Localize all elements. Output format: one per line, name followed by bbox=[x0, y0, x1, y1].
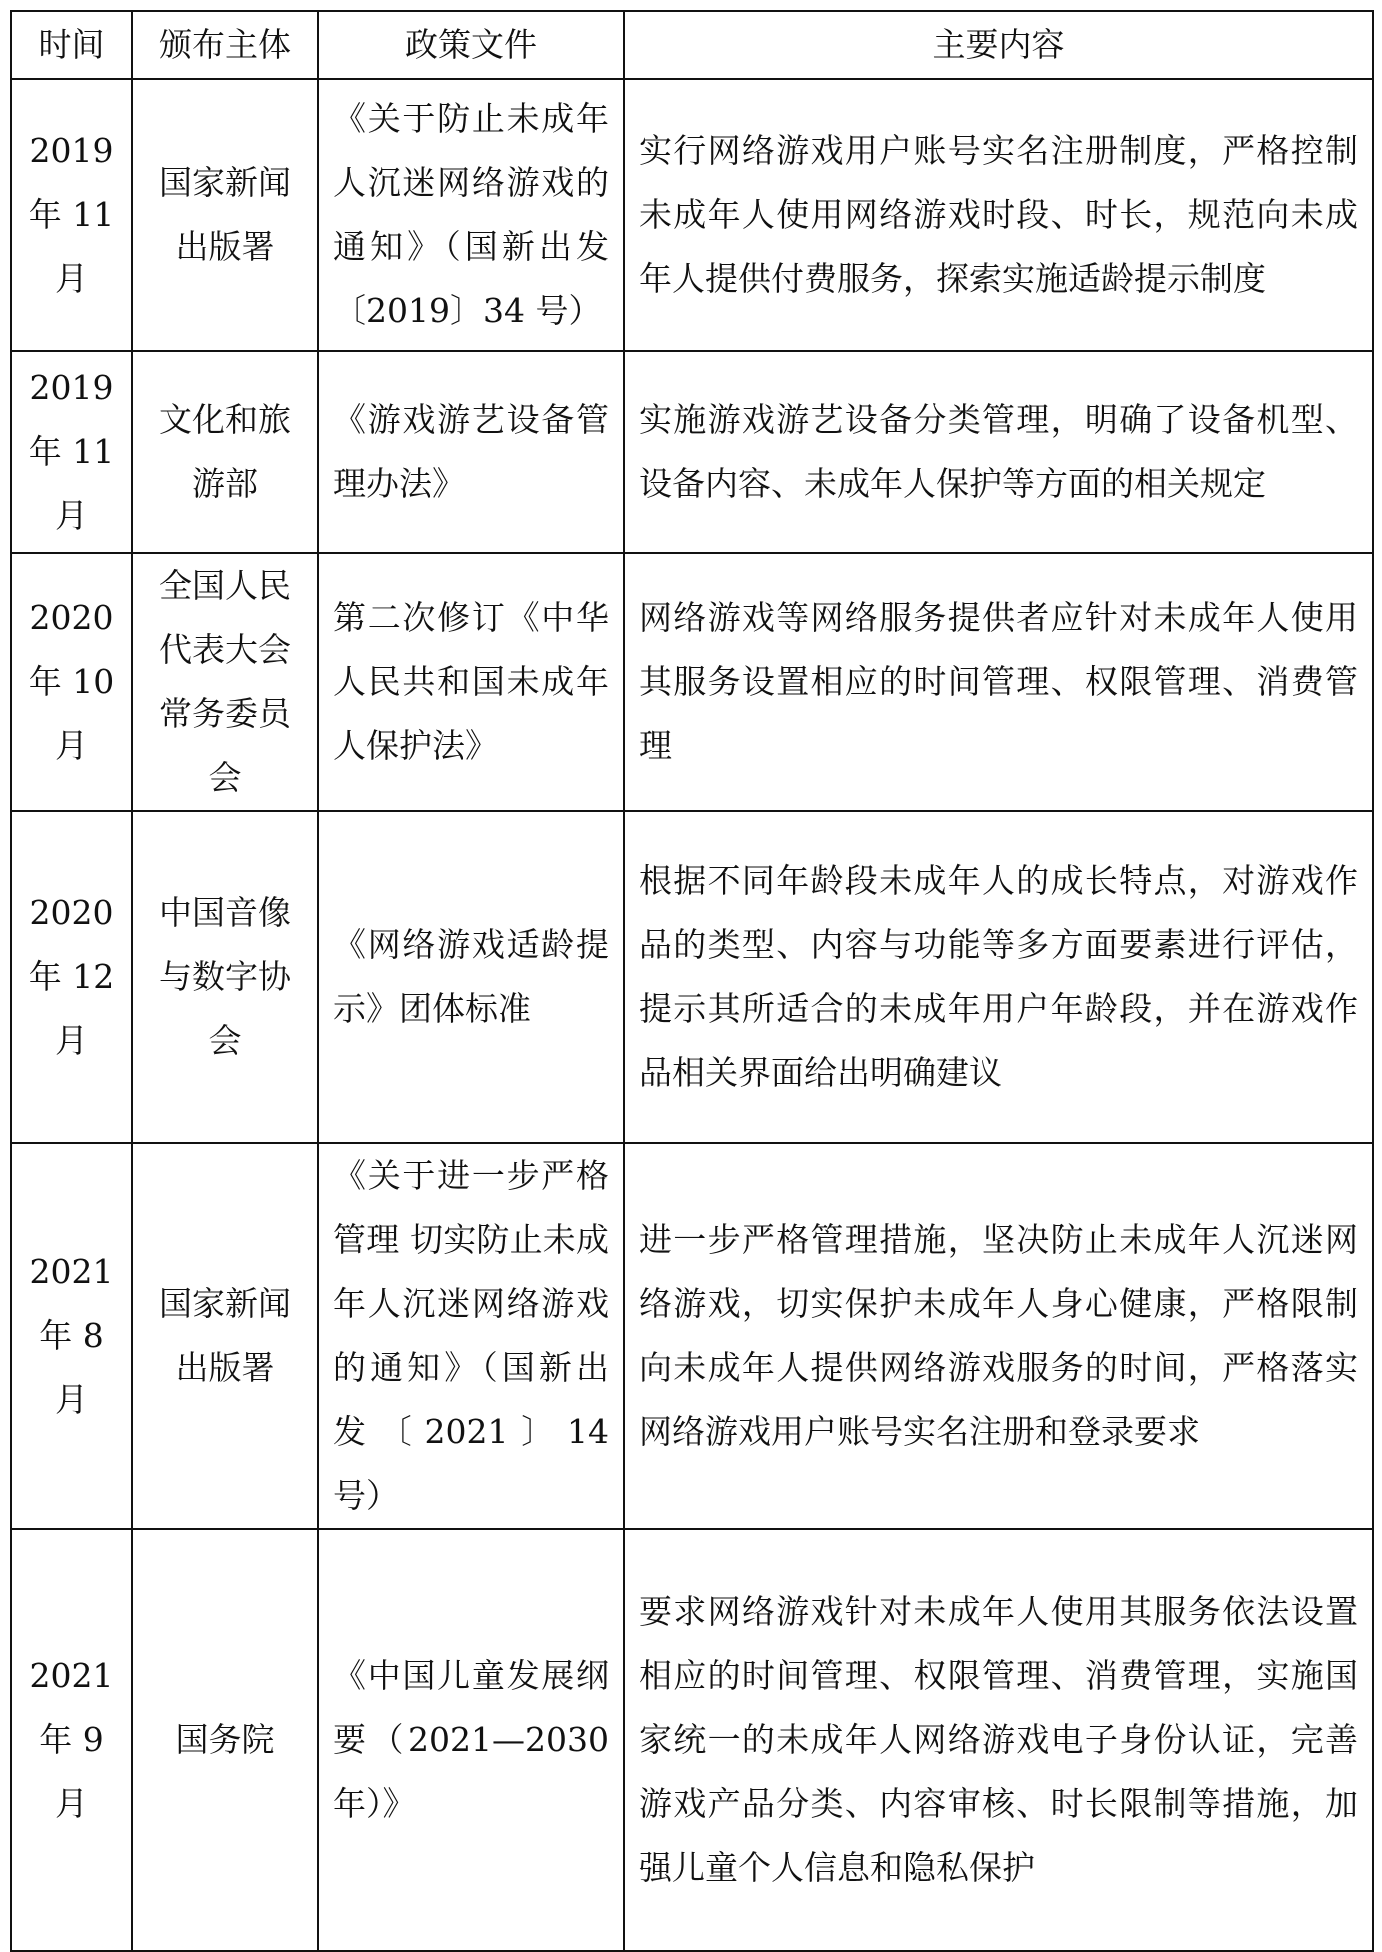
table-row bbox=[11, 351, 1373, 553]
table-row bbox=[11, 811, 1373, 1143]
cell-time: 2020 年 10 月 bbox=[11, 553, 132, 811]
cell-issuer: 中国音像与数字协会 bbox=[132, 811, 318, 1143]
header-time: 时间 bbox=[11, 11, 132, 79]
header-content: 主要内容 bbox=[624, 11, 1373, 79]
cell-time: 2021 年 8 月 bbox=[11, 1143, 132, 1529]
table-header-row bbox=[11, 11, 1373, 79]
cell-document: 第二次修订《中华人民共和国未成年人保护法》 bbox=[318, 553, 624, 811]
cell-document: 《网络游戏适龄提示》团体标准 bbox=[318, 811, 624, 1143]
cell-time: 2020 年 12 月 bbox=[11, 811, 132, 1143]
cell-time: 2019 年 11 月 bbox=[11, 351, 132, 553]
cell-issuer: 国家新闻出版署 bbox=[132, 1143, 318, 1529]
policy-table bbox=[10, 10, 1374, 1952]
cell-content: 实施游戏游艺设备分类管理，明确了设备机型、设备内容、未成年人保护等方面的相关规定 bbox=[624, 351, 1373, 553]
cell-content: 进一步严格管理措施，坚决防止未成年人沉迷网络游戏，切实保护未成年人身心健康，严格限制向未成年人提供网络游戏服务的时间，严格落实网络游戏用户账号实名注册和登录要求 bbox=[624, 1143, 1373, 1529]
cell-content: 要求网络游戏针对未成年人使用其服务依法设置相应的时间管理、权限管理、消费管理，实施国家统一的未成年人网络游戏电子身份认证，完善游戏产品分类、内容审核、时长限制等措施，加强儿童个人信息和隐私保护 bbox=[624, 1529, 1373, 1951]
cell-document: 《游戏游艺设备管理办法》 bbox=[318, 351, 624, 553]
cell-issuer: 国务院 bbox=[132, 1529, 318, 1951]
table-row bbox=[11, 1529, 1373, 1951]
cell-time: 2019 年 11 月 bbox=[11, 79, 132, 351]
table-row bbox=[11, 553, 1373, 811]
cell-content: 实行网络游戏用户账号实名注册制度，严格控制未成年人使用网络游戏时段、时长，规范向未成年人提供付费服务，探索实施适龄提示制度 bbox=[624, 79, 1373, 351]
cell-document: 《中国儿童发展纲要（2021—2030 年）》 bbox=[318, 1529, 624, 1951]
cell-issuer: 全国人民代表大会常务委员会 bbox=[132, 553, 318, 811]
cell-content: 网络游戏等网络服务提供者应针对未成年人使用其服务设置相应的时间管理、权限管理、消费管理 bbox=[624, 553, 1373, 811]
table-row bbox=[11, 79, 1373, 351]
header-issuer: 颁布主体 bbox=[132, 11, 318, 79]
cell-issuer: 国家新闻出版署 bbox=[132, 79, 318, 351]
cell-time: 2021 年 9 月 bbox=[11, 1529, 132, 1951]
cell-document: 《关于防止未成年人沉迷网络游戏的通知》（国新出发〔2019〕34 号） bbox=[318, 79, 624, 351]
cell-document: 《关于进一步严格管理 切实防止未成年人沉迷网络游戏的通知》（国新出发〔2021〕14 号） bbox=[318, 1143, 624, 1529]
cell-issuer: 文化和旅游部 bbox=[132, 351, 318, 553]
header-document: 政策文件 bbox=[318, 11, 624, 79]
table-row bbox=[11, 1143, 1373, 1529]
cell-content: 根据不同年龄段未成年人的成长特点，对游戏作品的类型、内容与功能等多方面要素进行评估，提示其所适合的未成年用户年龄段，并在游戏作品相关界面给出明确建议 bbox=[624, 811, 1373, 1143]
